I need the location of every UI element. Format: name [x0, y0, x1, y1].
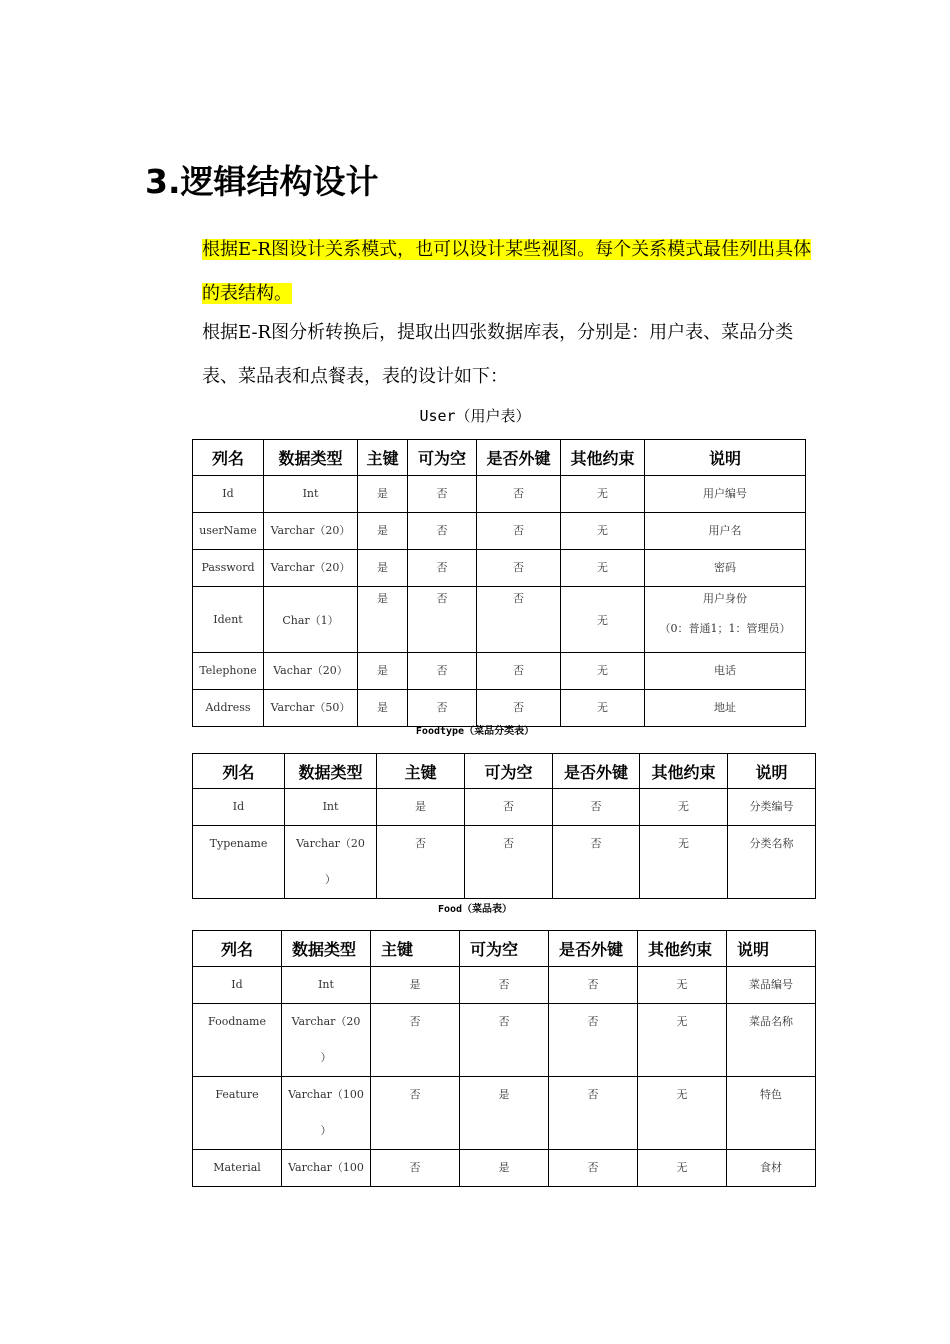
cell: userName	[199, 524, 257, 537]
cell: 否	[513, 487, 524, 500]
table-row	[193, 476, 806, 513]
cell: Varchar（100	[288, 1161, 364, 1174]
cell: 无	[597, 561, 608, 574]
cell: 是	[377, 524, 388, 537]
cell: Address	[205, 701, 251, 714]
cell: 否	[587, 978, 599, 991]
intro-paragraph: 根据E-R图分析转换后，提取出四张数据库表，分别是：用户表、菜品分类表、菜品表和点餐表，表的设计如下：	[202, 322, 794, 387]
cell: 是	[409, 978, 421, 991]
header-cell: 可为空	[465, 754, 553, 789]
cell: 否	[498, 1015, 510, 1028]
cell: 无	[597, 487, 608, 500]
header-cell: 说明	[728, 754, 816, 789]
intro-highlight-paragraph	[202, 228, 812, 316]
cell: 否	[409, 1161, 421, 1174]
cell: 否	[587, 1015, 599, 1028]
cell: Int	[318, 978, 334, 991]
header-cell: 列名	[193, 440, 264, 476]
cell: 否	[436, 524, 448, 537]
cell: 是	[377, 592, 388, 605]
table-row	[193, 1004, 816, 1077]
cell: Id	[232, 800, 245, 813]
header-cell: 数据类型	[282, 931, 371, 967]
table-row	[193, 587, 806, 653]
table-row	[193, 513, 806, 550]
cell: 否	[409, 1088, 421, 1101]
header-cell: 主键	[371, 931, 460, 967]
foodtype-table	[192, 753, 816, 899]
cell: Varchar（20）	[270, 561, 351, 574]
table-row	[193, 826, 816, 899]
cell-note: （0：普通1；1：管理员）	[659, 622, 791, 635]
cell: 否	[436, 592, 448, 605]
header-cell: 说明	[645, 440, 806, 476]
header-cell: 是否外键	[477, 440, 561, 476]
cell: 是	[415, 800, 426, 813]
cell: 食材	[760, 1161, 782, 1174]
cell: 用户编号	[703, 487, 747, 500]
user-table	[192, 439, 806, 727]
cell: Feature	[215, 1088, 259, 1101]
cell: Material	[213, 1161, 261, 1174]
cell: 否	[498, 978, 510, 991]
header-cell: 是否外键	[553, 754, 640, 789]
cell: 无	[597, 701, 608, 714]
cell: 否	[513, 592, 524, 605]
cell: 地址	[714, 701, 736, 714]
table-header-row	[193, 931, 816, 967]
cell-wrap: ）	[320, 1124, 332, 1137]
cell: Telephone	[199, 664, 257, 677]
cell-wrap: ）	[320, 1051, 332, 1064]
cell: 分类编号	[749, 800, 794, 813]
cell: Varchar（50）	[270, 701, 351, 714]
header-cell: 其他约束	[561, 440, 645, 476]
cell-wrap: ）	[325, 873, 336, 886]
cell: 分类名称	[749, 837, 794, 850]
section-heading: 3.逻辑结构设计	[145, 162, 379, 201]
cell: 否	[590, 800, 602, 813]
cell: 否	[436, 561, 448, 574]
table-row	[193, 690, 806, 727]
cell: 否	[513, 664, 524, 677]
table-row	[193, 967, 816, 1004]
cell: 无	[676, 1015, 688, 1028]
cell: Varchar（20	[291, 1015, 361, 1028]
cell: 无	[597, 524, 608, 537]
cell: Foodname	[208, 1015, 266, 1028]
cell: 密码	[714, 561, 736, 574]
header-cell: 数据类型	[264, 440, 358, 476]
table-caption-user: User（用户表）	[419, 407, 531, 425]
header-cell: 其他约束	[640, 754, 728, 789]
header-cell: 是否外键	[549, 931, 638, 967]
header-cell: 其他约束	[638, 931, 727, 967]
header-cell: 列名	[193, 754, 285, 789]
cell: 否	[415, 837, 426, 850]
cell: 否	[513, 524, 524, 537]
table-caption-food: Food（菜品表）	[437, 904, 513, 915]
header-cell: 可为空	[408, 440, 477, 476]
cell: 否	[587, 1088, 599, 1101]
food-table	[192, 930, 816, 1187]
cell: Int	[302, 487, 319, 500]
cell: 菜品名称	[749, 1015, 793, 1028]
cell: 否	[436, 664, 448, 677]
cell: 无	[676, 1161, 688, 1174]
cell: Ident	[213, 613, 243, 626]
cell: 否	[590, 837, 602, 850]
cell: Varchar（20）	[270, 524, 351, 537]
cell: 否	[513, 561, 524, 574]
cell: 用户身份	[703, 592, 747, 605]
header-cell: 列名	[193, 931, 282, 967]
cell: Id	[231, 978, 243, 991]
cell: Varchar（20	[296, 837, 365, 850]
cell: 无	[597, 613, 608, 627]
table-row	[193, 653, 806, 690]
cell: 否	[503, 800, 514, 813]
cell: 否	[503, 837, 514, 850]
cell: 无	[597, 664, 608, 677]
header-cell: 可为空	[460, 931, 549, 967]
table-row	[193, 1150, 816, 1187]
cell: Id	[222, 487, 234, 500]
cell: 否	[513, 701, 524, 714]
cell: 无	[676, 1088, 688, 1101]
cell: 否	[436, 487, 448, 500]
cell: Typename	[209, 837, 268, 850]
cell: 电话	[714, 664, 736, 677]
cell: 无	[678, 837, 689, 850]
header-cell: 数据类型	[285, 754, 377, 789]
cell: 菜品编号	[749, 978, 793, 991]
highlighted-text: 根据E-R图设计关系模式，也可以设计某些视图。每个关系模式最佳列出具体的表结构。	[202, 239, 812, 304]
cell: 无	[676, 978, 688, 991]
cell: 是	[377, 561, 388, 574]
header-cell: 主键	[358, 440, 408, 476]
cell: 是	[377, 701, 388, 714]
cell: 特色	[760, 1088, 782, 1101]
table-header-row	[193, 754, 816, 789]
cell: 否	[409, 1015, 421, 1028]
cell: Int	[322, 800, 339, 813]
cell: 否	[587, 1161, 599, 1174]
cell: Varchar（100	[288, 1088, 364, 1101]
cell: 是	[377, 487, 388, 500]
header-cell: 说明	[727, 931, 816, 967]
cell: 是	[498, 1088, 510, 1101]
cell: 无	[678, 800, 689, 813]
cell: Password	[201, 561, 255, 574]
table-row	[193, 550, 806, 587]
cell: Vachar（20）	[273, 664, 348, 677]
cell: 否	[436, 701, 448, 714]
cell: Char（1）	[282, 613, 339, 627]
header-cell: 主键	[377, 754, 465, 789]
table-row	[193, 789, 816, 826]
cell: 是	[498, 1161, 510, 1174]
table-header-row	[193, 440, 806, 476]
table-caption-foodtype: Foodtype（菜品分类表）	[415, 726, 535, 737]
table-row	[193, 1077, 816, 1150]
cell: 是	[377, 664, 388, 677]
cell: 用户名	[708, 524, 742, 537]
